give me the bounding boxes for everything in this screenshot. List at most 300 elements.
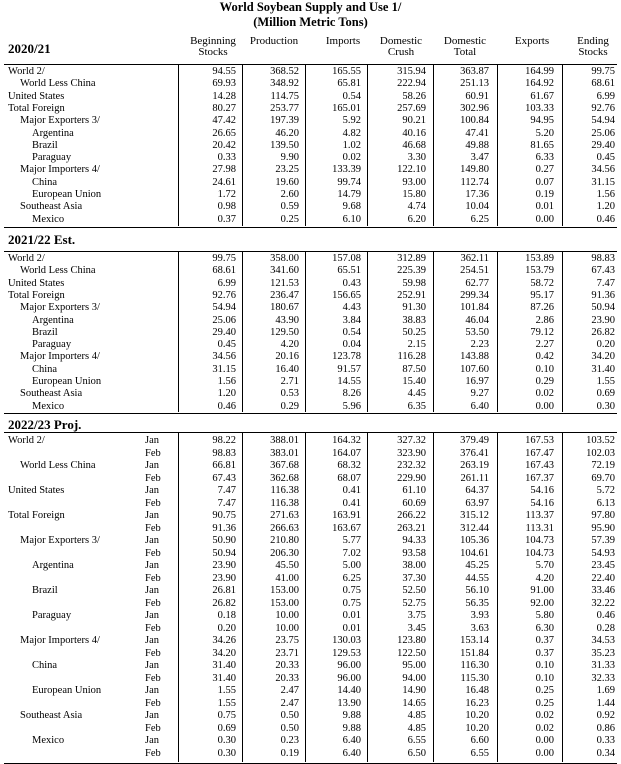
header-domestic-crush: Domestic Crush <box>379 35 423 58</box>
row-month: Feb <box>145 572 161 584</box>
cell-value: 3.45 <box>407 622 426 634</box>
cell-value: 16.48 <box>465 685 489 696</box>
cell-value: 2.27 <box>535 339 554 351</box>
cell-value: 34.20 <box>591 351 615 363</box>
table-row <box>0 363 621 376</box>
cell-value: 6.40 <box>470 400 489 412</box>
row-label: Major Importers 4/ <box>20 635 100 646</box>
cell-value: 0.19 <box>280 747 299 759</box>
cell-value: 10.20 <box>465 710 489 721</box>
cell-value: 33.46 <box>591 585 615 596</box>
table-row <box>0 434 621 447</box>
cell-value: 0.19 <box>535 189 554 200</box>
table-row <box>0 697 621 710</box>
table-row <box>0 709 621 722</box>
cell-value: 60.91 <box>465 90 489 102</box>
table-row <box>0 77 621 90</box>
cell-value: 358.00 <box>270 253 299 264</box>
cell-value: 167.53 <box>525 435 554 446</box>
row-label: European Union <box>32 685 102 696</box>
cell-value: 5.80 <box>535 610 554 621</box>
cell-value: 0.45 <box>217 339 236 351</box>
cell-value: 1.72 <box>217 189 236 200</box>
cell-value: 15.80 <box>402 189 426 200</box>
cell-value: 165.01 <box>332 102 361 114</box>
cell-value: 143.88 <box>460 351 489 363</box>
cell-value: 14.65 <box>402 697 426 709</box>
cell-value: 7.47 <box>217 497 236 509</box>
cell-value: 0.54 <box>342 90 361 102</box>
cell-value: 0.29 <box>535 376 554 387</box>
title-line-1: World Soybean Supply and Use 1/ <box>219 0 402 14</box>
cell-value: 68.61 <box>591 78 615 90</box>
cell-value: 59.98 <box>402 277 426 289</box>
cell-value: 153.89 <box>525 253 554 264</box>
cell-value: 40.16 <box>402 127 426 139</box>
cell-value: 367.68 <box>270 460 299 471</box>
cell-value: 133.39 <box>332 164 361 176</box>
cell-value: 236.47 <box>270 289 299 301</box>
cell-value: 4.85 <box>407 722 426 734</box>
cell-value: 2.23 <box>470 339 489 351</box>
row-label: Southeast Asia <box>20 710 83 721</box>
table-row <box>0 722 621 735</box>
cell-value: 104.61 <box>460 547 489 559</box>
table-row <box>0 447 621 460</box>
row-month: Feb <box>145 747 161 759</box>
cell-value: 31.40 <box>212 672 236 684</box>
cell-value: 31.15 <box>591 176 615 188</box>
cell-value: 225.39 <box>397 265 426 277</box>
cell-value: 312.89 <box>397 253 426 264</box>
table-row <box>0 375 621 388</box>
cell-value: 0.50 <box>280 710 299 721</box>
table-row <box>0 522 621 535</box>
cell-value: 0.34 <box>596 747 615 759</box>
cell-value: 56.35 <box>465 597 489 609</box>
cell-value: 38.83 <box>402 314 426 326</box>
cell-value: 9.88 <box>342 710 361 721</box>
cell-value: 54.94 <box>212 302 236 314</box>
row-month: Jan <box>145 510 159 521</box>
cell-value: 34.53 <box>591 635 615 646</box>
cell-value: 0.28 <box>596 622 615 634</box>
table-row <box>0 90 621 103</box>
cell-value: 7.47 <box>217 485 236 496</box>
row-month: Feb <box>145 672 161 684</box>
cell-value: 0.02 <box>535 388 554 400</box>
cell-value: 54.16 <box>530 497 554 509</box>
cell-value: 4.45 <box>407 388 426 400</box>
cell-value: 232.32 <box>397 460 426 471</box>
cell-value: 5.00 <box>342 560 361 571</box>
report-title <box>0 0 621 30</box>
cell-value: 206.30 <box>270 547 299 559</box>
cell-value: 68.07 <box>337 472 361 484</box>
row-month: Jan <box>145 460 159 471</box>
cell-value: 94.00 <box>402 672 426 684</box>
row-label: World 2/ <box>8 253 45 264</box>
cell-value: 34.56 <box>212 351 236 363</box>
cell-value: 149.80 <box>460 164 489 176</box>
cell-value: 210.80 <box>270 535 299 546</box>
row-label: Total Foreign <box>8 102 65 114</box>
cell-value: 362.68 <box>270 472 299 484</box>
cell-value: 0.59 <box>280 201 299 213</box>
cell-value: 104.73 <box>525 547 554 559</box>
cell-value: 3.47 <box>470 152 489 164</box>
row-label: Brazil <box>32 585 58 596</box>
cell-value: 50.94 <box>212 547 236 559</box>
cell-value: 0.25 <box>535 685 554 696</box>
cell-value: 95.00 <box>402 660 426 671</box>
cell-value: 0.10 <box>535 660 554 671</box>
cell-value: 167.47 <box>525 447 554 459</box>
cell-value: 58.26 <box>402 90 426 102</box>
cell-value: 0.18 <box>217 610 236 621</box>
cell-value: 26.82 <box>212 597 236 609</box>
cell-value: 23.90 <box>591 314 615 326</box>
row-label: United States <box>8 90 65 102</box>
row-month: Jan <box>145 635 159 646</box>
cell-value: 68.61 <box>212 265 236 277</box>
cell-value: 90.75 <box>212 510 236 521</box>
row-label: Brazil <box>32 139 58 151</box>
cell-value: 0.00 <box>535 735 554 746</box>
cell-value: 0.37 <box>535 647 554 659</box>
cell-value: 2.60 <box>280 189 299 200</box>
cell-value: 197.39 <box>270 115 299 127</box>
cell-value: 1.56 <box>596 189 615 200</box>
cell-value: 79.12 <box>530 326 554 338</box>
cell-value: 46.04 <box>465 314 489 326</box>
cell-value: 4.82 <box>342 127 361 139</box>
cell-value: 96.00 <box>337 672 361 684</box>
cell-value: 222.94 <box>397 78 426 90</box>
row-label: World 2/ <box>8 66 45 77</box>
row-label: Major Exporters 3/ <box>20 115 100 127</box>
cell-value: 4.43 <box>342 302 361 314</box>
cell-value: 80.27 <box>212 102 236 114</box>
cell-value: 1.55 <box>217 685 236 696</box>
cell-value: 0.30 <box>596 400 615 412</box>
cell-value: 47.41 <box>465 127 489 139</box>
cell-value: 157.08 <box>332 253 361 264</box>
cell-value: 302.96 <box>460 102 489 114</box>
cell-value: 1.20 <box>596 201 615 213</box>
cell-value: 153.00 <box>270 585 299 596</box>
cell-value: 0.25 <box>535 697 554 709</box>
column-headers <box>0 36 621 64</box>
cell-value: 57.39 <box>591 535 615 546</box>
cell-value: 3.75 <box>407 610 426 621</box>
cell-value: 261.11 <box>460 472 489 484</box>
row-month: Feb <box>145 647 161 659</box>
cell-value: 6.60 <box>470 735 489 746</box>
cell-value: 163.91 <box>332 510 361 521</box>
cell-value: 116.38 <box>270 497 299 509</box>
cell-value: 3.84 <box>342 314 361 326</box>
cell-value: 0.41 <box>342 497 361 509</box>
cell-value: 2.47 <box>280 697 299 709</box>
cell-value: 363.87 <box>460 66 489 77</box>
cell-value: 20.33 <box>275 660 299 671</box>
cell-value: 105.36 <box>460 535 489 546</box>
cell-value: 98.83 <box>591 253 615 264</box>
cell-value: 45.25 <box>465 560 489 571</box>
cell-value: 99.74 <box>337 176 361 188</box>
row-label: China <box>32 363 58 375</box>
cell-value: 0.30 <box>217 735 236 746</box>
cell-value: 65.51 <box>337 265 361 277</box>
cell-value: 20.42 <box>212 139 236 151</box>
cell-value: 4.20 <box>535 572 554 584</box>
cell-value: 15.40 <box>402 376 426 387</box>
cell-value: 0.33 <box>596 735 615 746</box>
table-row <box>0 472 621 485</box>
cell-value: 0.04 <box>342 339 361 351</box>
cell-value: 68.32 <box>337 460 361 471</box>
row-label: European Union <box>32 376 102 387</box>
cell-value: 0.00 <box>535 747 554 759</box>
row-month: Feb <box>145 447 161 459</box>
cell-value: 1.55 <box>217 697 236 709</box>
cell-value: 153.00 <box>270 597 299 609</box>
row-month: Jan <box>145 435 159 446</box>
cell-value: 251.13 <box>460 78 489 90</box>
cell-value: 0.37 <box>535 635 554 646</box>
cell-value: 263.21 <box>397 522 426 534</box>
cell-value: 94.55 <box>212 66 236 77</box>
cell-value: 66.81 <box>212 460 236 471</box>
cell-value: 0.92 <box>596 710 615 721</box>
cell-value: 92.76 <box>591 102 615 114</box>
cell-value: 50.94 <box>591 302 615 314</box>
row-month: Feb <box>145 597 161 609</box>
cell-value: 98.22 <box>212 435 236 446</box>
cell-value: 10.04 <box>465 201 489 213</box>
cell-value: 167.37 <box>525 472 554 484</box>
cell-value: 315.94 <box>397 66 426 77</box>
cell-value: 0.43 <box>342 277 361 289</box>
cell-value: 266.63 <box>270 522 299 534</box>
cell-value: 103.33 <box>525 102 554 114</box>
row-month: Jan <box>145 660 159 671</box>
cell-value: 7.02 <box>342 547 361 559</box>
table-row <box>0 547 621 560</box>
row-month: Jan <box>145 535 159 546</box>
cell-value: 87.26 <box>530 302 554 314</box>
cell-value: 91.57 <box>337 363 361 375</box>
cell-value: 348.92 <box>270 78 299 90</box>
cell-value: 38.00 <box>402 560 426 571</box>
cell-value: 0.30 <box>217 747 236 759</box>
cell-value: 97.80 <box>591 510 615 521</box>
cell-value: 91.00 <box>530 585 554 596</box>
header-ending-stocks: Ending Stocks <box>577 35 609 58</box>
cell-value: 379.49 <box>460 435 489 446</box>
table-row <box>0 622 621 635</box>
cell-value: 1.55 <box>596 376 615 387</box>
cell-value: 102.03 <box>586 447 615 459</box>
table-row <box>0 264 621 277</box>
row-month: Jan <box>145 710 159 721</box>
cell-value: 50.90 <box>212 535 236 546</box>
cell-value: 10.20 <box>465 722 489 734</box>
cell-value: 0.45 <box>596 152 615 164</box>
cell-value: 130.03 <box>332 635 361 646</box>
cell-value: 104.73 <box>525 535 554 546</box>
cell-value: 1.56 <box>217 376 236 387</box>
cell-value: 0.29 <box>280 400 299 412</box>
table-row <box>0 747 621 760</box>
cell-value: 114.75 <box>270 90 299 102</box>
cell-value: 341.60 <box>270 265 299 277</box>
cell-value: 93.00 <box>402 176 426 188</box>
cell-value: 9.88 <box>342 722 361 734</box>
row-label: China <box>32 176 58 188</box>
cell-value: 9.90 <box>280 152 299 164</box>
cell-value: 20.16 <box>275 351 299 363</box>
header-production: Production <box>249 35 299 47</box>
cell-value: 0.27 <box>535 164 554 176</box>
cell-value: 23.90 <box>212 572 236 584</box>
cell-value: 16.97 <box>465 376 489 387</box>
table-row <box>0 387 621 400</box>
row-month: Feb <box>145 497 161 509</box>
cell-value: 5.72 <box>596 485 615 496</box>
row-label: World Less China <box>20 78 96 90</box>
cell-value: 6.13 <box>596 497 615 509</box>
cell-value: 107.60 <box>460 363 489 375</box>
cell-value: 163.67 <box>332 522 361 534</box>
cell-value: 139.50 <box>270 139 299 151</box>
cell-value: 100.84 <box>460 115 489 127</box>
cell-value: 53.50 <box>465 326 489 338</box>
cell-value: 388.01 <box>270 435 299 446</box>
cell-value: 29.40 <box>212 326 236 338</box>
cell-value: 5.92 <box>342 115 361 127</box>
cell-value: 101.84 <box>460 302 489 314</box>
table-row <box>0 634 621 647</box>
cell-value: 93.58 <box>402 547 426 559</box>
cell-value: 9.27 <box>470 388 489 400</box>
cell-value: 0.01 <box>535 201 554 213</box>
row-label: Mexico <box>32 735 65 746</box>
cell-value: 299.34 <box>460 289 489 301</box>
row-month: Jan <box>145 685 159 696</box>
cell-value: 16.23 <box>465 697 489 709</box>
cell-value: 91.36 <box>212 522 236 534</box>
cell-value: 14.28 <box>212 90 236 102</box>
cell-value: 91.36 <box>591 289 615 301</box>
row-month: Jan <box>145 560 159 571</box>
row-label: European Union <box>32 189 102 200</box>
cell-value: 0.69 <box>217 722 236 734</box>
cell-value: 252.91 <box>397 289 426 301</box>
header-imports: Imports <box>325 35 361 47</box>
cell-value: 5.96 <box>342 400 361 412</box>
table-row <box>0 672 621 685</box>
cell-value: 1.02 <box>342 139 361 151</box>
cell-value: 257.69 <box>397 102 426 114</box>
cell-value: 34.26 <box>212 635 236 646</box>
row-label: Brazil <box>32 326 58 338</box>
cell-value: 6.40 <box>342 747 361 759</box>
cell-value: 121.53 <box>270 277 299 289</box>
cell-value: 56.10 <box>465 585 489 596</box>
cell-value: 35.23 <box>591 647 615 659</box>
row-label: Paraguay <box>32 152 72 164</box>
cell-value: 6.55 <box>407 735 426 746</box>
row-month: Feb <box>145 622 161 634</box>
cell-value: 62.77 <box>465 277 489 289</box>
cell-value: 14.79 <box>337 189 361 200</box>
cell-value: 81.65 <box>530 139 554 151</box>
cell-value: 31.40 <box>591 363 615 375</box>
cell-value: 50.25 <box>402 326 426 338</box>
cell-value: 164.07 <box>332 447 361 459</box>
cell-value: 164.32 <box>332 435 361 446</box>
table-row <box>0 163 621 176</box>
cell-value: 0.50 <box>280 722 299 734</box>
cell-value: 0.00 <box>535 400 554 412</box>
cell-value: 26.81 <box>212 585 236 596</box>
table-row <box>0 484 621 497</box>
row-label: Major Importers 4/ <box>20 164 100 176</box>
cell-value: 0.54 <box>342 326 361 338</box>
header-domestic-total: Domestic Total <box>443 35 487 58</box>
cell-value: 6.55 <box>470 747 489 759</box>
table-row <box>0 314 621 327</box>
table-row <box>0 252 621 265</box>
cell-value: 26.82 <box>591 326 615 338</box>
row-month: Feb <box>145 722 161 734</box>
cell-value: 26.65 <box>212 127 236 139</box>
row-label: Total Foreign <box>8 289 65 301</box>
cell-value: 8.26 <box>342 388 361 400</box>
table-row <box>0 277 621 290</box>
row-label: Total Foreign <box>8 510 65 521</box>
cell-value: 112.74 <box>460 176 489 188</box>
cell-value: 31.33 <box>591 660 615 671</box>
cell-value: 327.32 <box>397 435 426 446</box>
cell-value: 20.33 <box>275 672 299 684</box>
cell-value: 54.16 <box>530 485 554 496</box>
cell-value: 6.10 <box>342 213 361 225</box>
cell-value: 0.20 <box>596 339 615 351</box>
row-label: Southeast Asia <box>20 201 83 213</box>
section-title: 2022/23 Proj. <box>8 417 82 432</box>
cell-value: 23.25 <box>275 164 299 176</box>
cell-value: 94.95 <box>530 115 554 127</box>
cell-value: 67.43 <box>591 265 615 277</box>
table-row <box>0 102 621 115</box>
cell-value: 5.20 <box>535 127 554 139</box>
cell-value: 0.01 <box>342 622 361 634</box>
cell-value: 6.25 <box>470 213 489 225</box>
cell-value: 23.71 <box>275 647 299 659</box>
cell-value: 7.47 <box>596 277 615 289</box>
row-month: Jan <box>145 610 159 621</box>
cell-value: 0.46 <box>596 213 615 225</box>
cell-value: 46.20 <box>275 127 299 139</box>
cell-value: 113.31 <box>525 522 554 534</box>
cell-value: 0.20 <box>217 622 236 634</box>
cell-value: 122.50 <box>397 647 426 659</box>
table-row <box>0 127 621 140</box>
cell-value: 167.43 <box>525 460 554 471</box>
